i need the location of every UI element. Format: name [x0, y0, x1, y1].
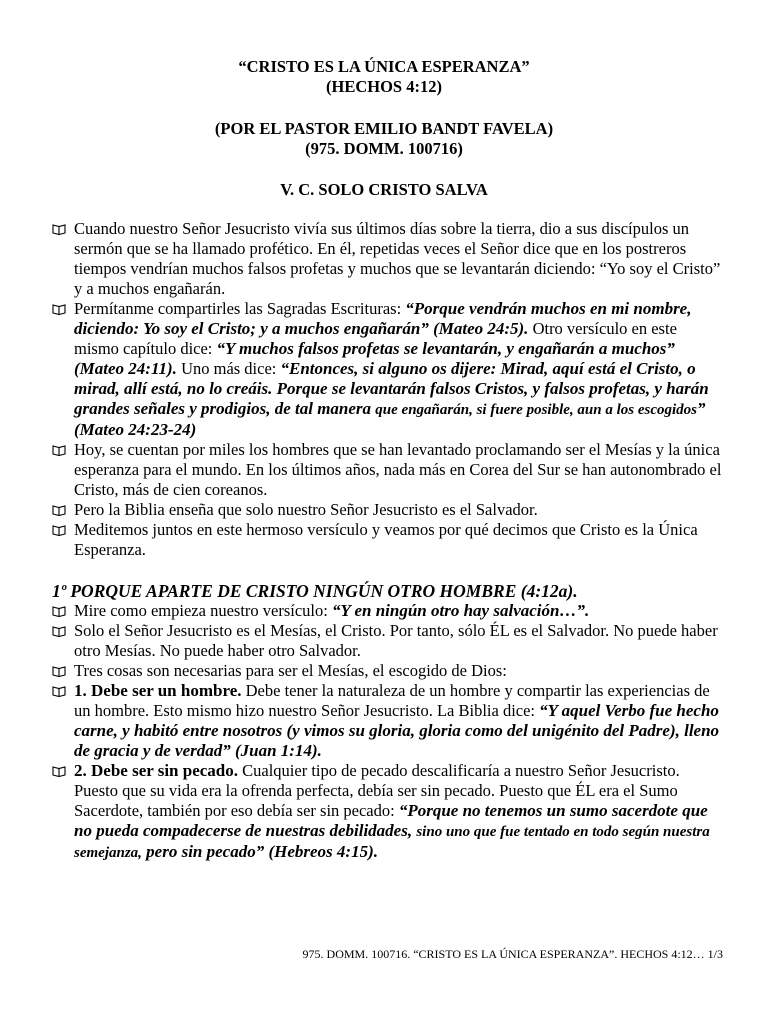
scripture-quote: sino uno que fue tentado en todo según nuestra semejanza, — [74, 824, 710, 861]
section-heading: 1º PORQUE APARTE DE CRISTO NINGÚN OTRO HOMBRE (4:12a). — [52, 581, 578, 601]
scripture-quote: ” (Mateo 24:23-24) — [74, 399, 706, 439]
point-label: 2. Debe ser sin pecado. — [74, 761, 239, 780]
document-title: “CRISTO ES LA ÚNICA ESPERANZA” — [238, 57, 530, 76]
list-item — [52, 661, 724, 681]
list-item — [52, 440, 724, 500]
book-icon — [52, 444, 66, 456]
scripture-quote: “Porque no tenemos un sumo sacerdote que no pueda compadecerse de nuestras debilidades, — [74, 801, 708, 840]
document-code: (975. DOMM. 100716) — [305, 139, 463, 158]
paragraph-text: Tres cosas son necesarias para ser el Mesías, el escogido de Dios: — [74, 661, 507, 680]
paragraph-text: Hoy, se cuentan por miles los hombres que se han levantado proclamando ser el Mesías y la única esperanza para el mundo. En los últimos años, nada más en Corea del Sur se han autonombrado el Cristo, más de cien coreanos. — [74, 440, 722, 499]
list-item — [52, 500, 724, 520]
section-subtitle: V. C. SOLO CRISTO SALVA — [280, 180, 488, 199]
scripture-quote: “Y aquel Verbo fue hecho carne, y habitó entre nosotros (y vimos su gloria, gloria como del unigénito del Padre), lleno de gracia y de verdad” (Juan 1:14). — [74, 701, 720, 760]
scripture-quote: “Y en ningún otro hay salvación…”. — [331, 601, 590, 620]
book-icon — [52, 765, 66, 777]
scripture-reference: (HECHOS 4:12) — [326, 77, 442, 96]
book-icon — [52, 524, 66, 536]
book-icon — [52, 665, 66, 677]
paragraph-text: Solo el Señor Jesucristo es el Mesías, el Cristo. Por tanto, sólo ÉL es el Salvador. No puede haber otro Mesías. No puede haber otro Salvador. — [74, 621, 718, 660]
paragraph-text: Meditemos juntos en este hermoso versículo y veamos por qué decimos que Cristo es la Única Esperanza. — [74, 520, 698, 559]
book-icon — [52, 605, 66, 617]
list-item — [52, 520, 724, 560]
author-line: (POR EL PASTOR EMILIO BANDT FAVELA) — [214, 119, 554, 138]
book-icon — [52, 685, 66, 697]
scripture-quote: que engañarán, si fuere posible, aun a los escogidos — [375, 402, 697, 418]
scripture-quote: “Y muchos falsos profetas se levantarán, y engañarán a muchos” (Mateo 24:11). — [74, 339, 675, 378]
book-icon — [52, 223, 66, 235]
scripture-quote: “Entonces, si alguno os dijere: Mirad, aquí está el Cristo, o mirad, allí está, no lo creáis. Porque se levantarán falsos Cristos, y falsos profetas, y harán grandes señales y prodigios, de tal manera — [74, 359, 709, 418]
paragraph-text: Mire como empieza nuestro versículo: — [74, 601, 332, 620]
list-item — [52, 681, 724, 761]
list-item — [52, 299, 724, 440]
paragraph-text: Permítanme compartirles las Sagradas Escrituras: — [74, 299, 406, 318]
paragraph-text: Cuando nuestro Señor Jesucristo vivía sus últimos días sobre la tierra, dio a sus discípulos un sermón que se ha llamado profético. En él, repetidas veces el Señor dice que en los postreros tiempos vendrían muchos falsos profetas y muchos que se levantarán diciendo: “Yo soy el Cristo” y a muchos engañarán. — [74, 219, 721, 298]
paragraph-text: Debe tener la naturaleza de un hombre y compartir las experiencias de un hombre. Esto mismo hizo nuestro Señor Jesucristo. La Biblia dice: — [74, 681, 710, 720]
list-item — [52, 219, 724, 299]
list-item — [52, 601, 724, 621]
sermon-body — [52, 219, 724, 863]
scripture-quote: “Porque vendrán muchos en mi nombre, diciendo: Yo soy el Cristo; y a muchos engañarán” (Mateo 24:5). — [74, 299, 692, 338]
paragraph-text: Cualquier tipo de pecado descalificaría a nuestro Señor Jesucristo. Puesto que su vida era la ofrenda perfecta, debía ser sin pecado. Puesto que ÉL era el Sumo Sacerdote, también por eso debía ser sin pecado: — [74, 761, 680, 820]
paragraph-text: Pero la Biblia enseña que solo nuestro Señor Jesucristo es el Salvador. — [74, 500, 538, 519]
book-icon — [52, 303, 66, 315]
book-icon — [52, 504, 66, 516]
book-icon — [52, 625, 66, 637]
scripture-quote: pero sin pecado” (Hebreos 4:15). — [141, 842, 378, 861]
paragraph-text: Otro versículo en este mismo capítulo dice: — [74, 319, 677, 358]
page-footer: 975. DOMM. 100716. “CRISTO ES LA ÚNICA ESPERANZA”. HECHOS 4:12… 1/3 — [302, 947, 723, 961]
list-item — [52, 621, 724, 661]
list-item — [52, 761, 724, 863]
paragraph-text: Uno más dice: — [176, 359, 281, 378]
point-label: 1. Debe ser un hombre. — [74, 681, 242, 700]
spacer — [52, 560, 724, 581]
